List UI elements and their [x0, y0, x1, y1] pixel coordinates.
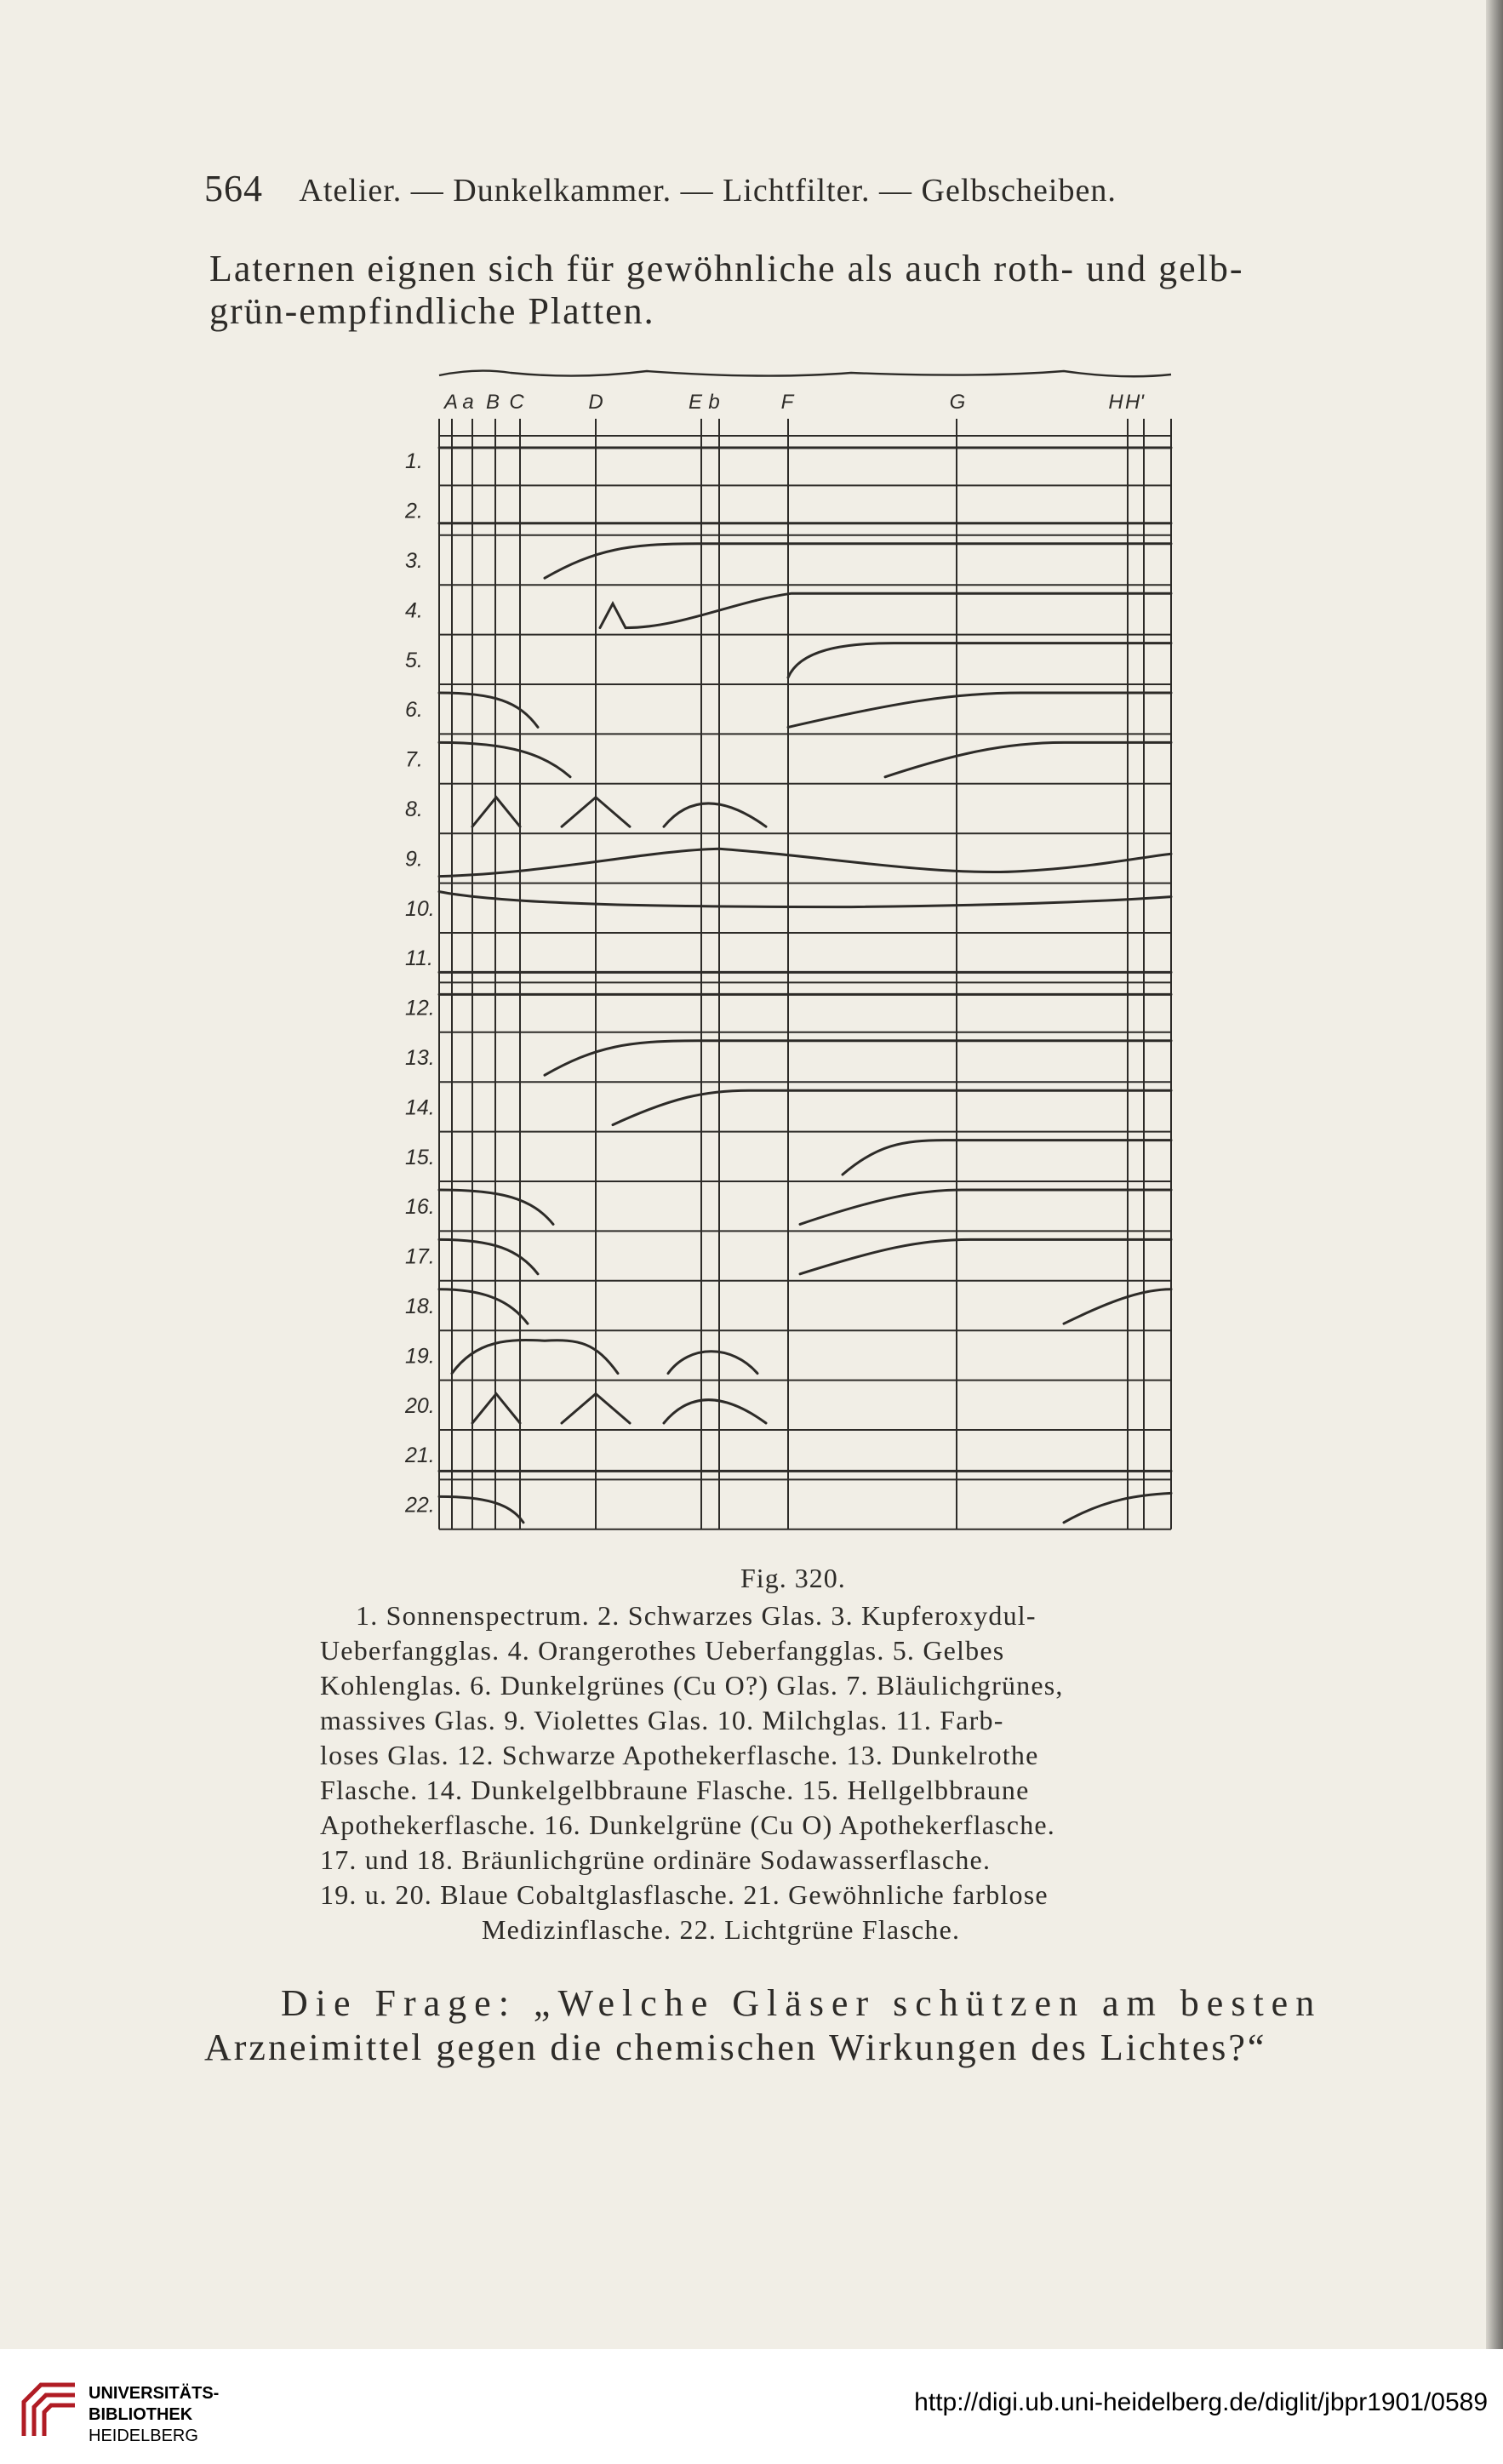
- caption-line: massives Glas. 9. Violettes Glas. 10. Milchglas. 11. Farb-: [320, 1705, 1004, 1735]
- row-number-label: 7.: [405, 747, 423, 772]
- row-number-label: 17.: [405, 1244, 435, 1269]
- row-number-label: 21.: [405, 1444, 435, 1468]
- transmission-curve: [843, 1141, 1171, 1175]
- transmission-curve: [439, 693, 1171, 727]
- row-number-label: 10.: [405, 896, 435, 921]
- transmission-curve: [545, 544, 1171, 578]
- library-name: [89, 2383, 219, 2447]
- caption-line: 19. u. 20. Blaue Cobaltglasflasche. 21. Gewöhnliche farblose: [320, 1879, 1049, 1910]
- caption-line: loses Glas. 12. Schwarze Apothekerflasche. 13. Dunkelrothe: [320, 1740, 1039, 1770]
- row-number-label: 15.: [405, 1145, 435, 1169]
- library-name-line: HEIDELBERG: [89, 2427, 198, 2445]
- figure-top-rule: [439, 371, 1171, 377]
- row-number-label: 19.: [405, 1344, 435, 1369]
- transmission-curve: [452, 1341, 757, 1374]
- transmission-curve: [439, 1289, 1171, 1323]
- transmission-curve: [439, 1190, 1171, 1224]
- closing-line: Die Frage: „Welche Gläser schützen am besten: [281, 1982, 1323, 2024]
- caption-line: 17. und 18. Bräunlichgrüne ordinäre Sodawasserflasche.: [320, 1844, 992, 1875]
- caption-line: Ueberfangglas. 4. Orangerothes Ueberfangglas. 5. Gelbes: [320, 1635, 1005, 1666]
- transmission-curve: [472, 798, 766, 826]
- row-number-label: 22.: [405, 1493, 435, 1518]
- row-number-label: 13.: [405, 1046, 435, 1070]
- closing-line: Arzneimittel gegen die chemischen Wirkungen des Lichtes?“: [204, 2027, 1267, 2068]
- intro-line: Laternen eignen sich für gewöhnliche als auch roth- und gelb-: [209, 248, 1244, 289]
- row-number-label: 2.: [405, 499, 423, 523]
- caption-line: 1. Sonnenspectrum. 2. Schwarzes Glas. 3. Kupferoxydul-: [356, 1600, 1037, 1631]
- transmission-curve: [600, 593, 1171, 627]
- library-name-line: UNIVERSITÄTS-: [89, 2384, 220, 2403]
- transmission-curve: [545, 1041, 1171, 1075]
- caption-line: Medizinflasche. 22. Lichtgrüne Flasche.: [482, 1914, 961, 1945]
- spectral-line-label: A: [443, 391, 459, 414]
- caption-line: Flasche. 14. Dunkelgelbbraune Flasche. 15. Hellgelbbraune: [320, 1775, 1030, 1805]
- transmission-curve: [788, 643, 1171, 677]
- spectral-line-label: B: [485, 391, 500, 414]
- row-number-label: 12.: [405, 996, 435, 1020]
- row-number-label: 4.: [405, 598, 423, 623]
- spectral-line-label: H: [1108, 391, 1123, 414]
- intro-line: grün-empfindliche Platten.: [209, 290, 655, 332]
- row-number-label: 20.: [405, 1393, 435, 1418]
- spectral-line-label: G: [949, 391, 966, 414]
- row-number-label: 16.: [405, 1195, 435, 1220]
- caption-line: Kohlenglas. 6. Dunkelgrünes (Cu O?) Glas. 7. Bläulichgrünes,: [320, 1670, 1064, 1701]
- transmission-curve: [439, 1493, 1171, 1522]
- transmission-curve: [439, 892, 1171, 907]
- figure-label: Fig. 320.: [740, 1563, 846, 1593]
- transmission-curve: [439, 742, 1171, 776]
- row-number-label: 6.: [405, 698, 423, 723]
- page-number: 564: [204, 168, 263, 209]
- transmission-curve: [439, 1239, 1171, 1273]
- row-number-label: 1.: [405, 449, 423, 474]
- spectral-line-label: b: [708, 391, 720, 414]
- page-binding-edge: [1486, 0, 1503, 2349]
- spectral-line-label: E: [688, 391, 703, 414]
- spectral-line-label: F: [780, 391, 794, 414]
- running-title: Atelier. — Dunkelkammer. — Lichtfilter. — Gelbscheiben.: [299, 173, 1117, 209]
- library-name-line: BIBLIOTHEK: [89, 2405, 193, 2424]
- row-number-label: 8.: [405, 798, 423, 821]
- row-number-label: 14.: [405, 1095, 435, 1120]
- row-number-label: 9.: [405, 847, 423, 872]
- spectral-line-label: D: [588, 391, 603, 414]
- transmission-curve: [472, 1394, 766, 1423]
- transmission-curve: [613, 1090, 1171, 1124]
- row-number-label: 18.: [405, 1295, 435, 1318]
- row-number-label: 5.: [405, 648, 423, 672]
- source-url-link[interactable]: http://digi.ub.uni-heidelberg.de/diglit/jbpr1901/0589: [914, 2388, 1488, 2416]
- library-logo-icon: [15, 2376, 83, 2444]
- transmission-curve: [439, 849, 1171, 876]
- spectral-line-label: H': [1125, 391, 1144, 414]
- caption-line: Apothekerflasche. 16. Dunkelgrüne (Cu O) Apothekerflasche.: [320, 1809, 1056, 1840]
- spectral-line-label: C: [509, 391, 524, 414]
- row-number-label: 3.: [405, 549, 423, 573]
- row-number-label: 11.: [405, 946, 433, 971]
- spectral-line-label: a: [462, 391, 474, 414]
